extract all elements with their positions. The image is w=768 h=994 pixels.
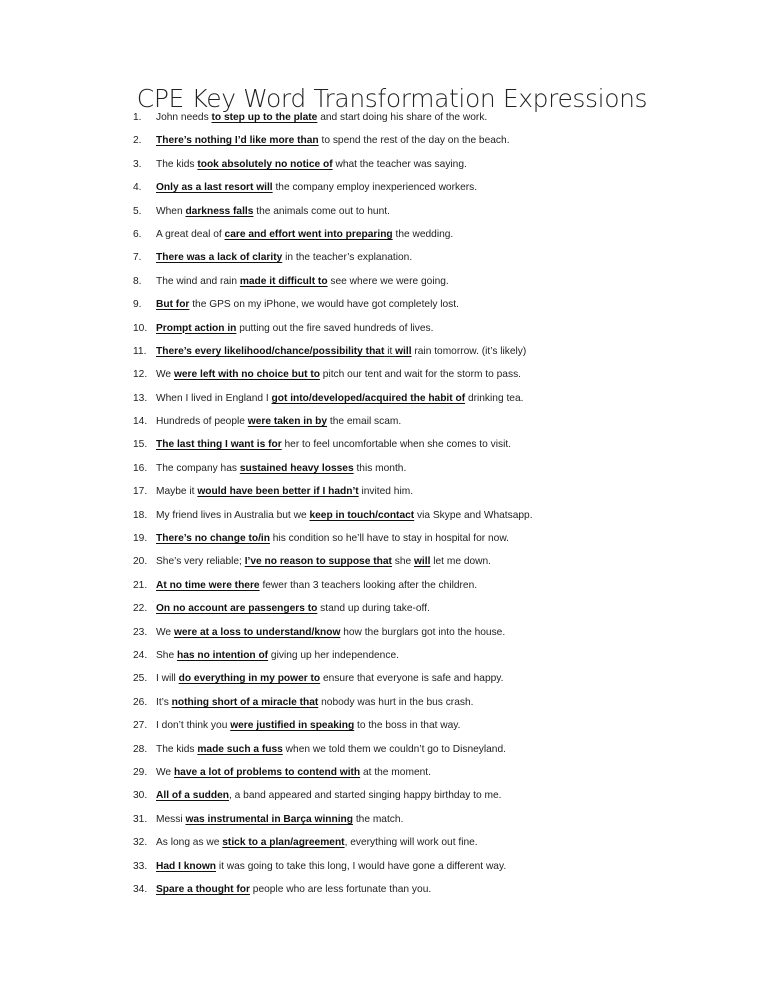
item-number: 17. — [133, 486, 148, 498]
key-phrase: was instrumental in Barça winning — [185, 813, 353, 825]
item-number: 11. — [133, 345, 147, 357]
item-sentence — [156, 812, 403, 828]
item-sentence — [156, 110, 487, 126]
sentence-fragment: people who are less fortunate than you. — [249, 883, 432, 895]
item-sentence — [156, 882, 431, 898]
item-sentence — [156, 835, 478, 851]
sentence-fragment: The kids — [156, 158, 198, 170]
key-phrase: took absolutely no notice of — [197, 158, 333, 170]
list-item — [0, 484, 768, 507]
item-sentence — [156, 391, 523, 407]
list-item — [0, 437, 768, 460]
key-phrase: There’s nothing I’d like more than — [156, 135, 319, 147]
sentence-fragment: I will — [156, 673, 179, 685]
sentence-fragment: her to feel uncomfortable when she comes to visit. — [281, 439, 511, 451]
item-number: 15. — [133, 439, 148, 451]
list-item — [0, 531, 768, 554]
sentence-fragment: As long as we — [156, 837, 223, 849]
item-number: 31. — [133, 813, 148, 825]
list-item — [0, 695, 768, 718]
item-sentence — [156, 671, 503, 687]
item-number: 29. — [133, 766, 148, 778]
item-number: 18. — [133, 509, 148, 521]
list-item — [0, 578, 768, 601]
list-item — [0, 625, 768, 648]
item-number: 27. — [133, 720, 148, 732]
sentence-fragment: , everything will work out fine. — [344, 837, 478, 849]
sentence-fragment: via Skype and Whatsapp. — [414, 509, 533, 521]
item-sentence — [156, 625, 505, 641]
sentence-fragment: John needs — [156, 112, 212, 123]
list-item — [0, 157, 768, 180]
sentence-fragment: to the boss in that way. — [354, 720, 461, 732]
list-item — [0, 718, 768, 741]
sentence-fragment: She’s very reliable; — [156, 556, 245, 568]
sentence-fragment: at the moment. — [360, 766, 431, 778]
sentence-fragment: A great deal of — [156, 228, 225, 240]
sentence-fragment: We — [156, 766, 174, 778]
key-phrase: to step up to the plate — [211, 112, 318, 123]
key-phrase: made it difficult to — [239, 275, 328, 287]
item-number: 24. — [133, 649, 148, 661]
sentence-fragment: what the teacher was saying. — [332, 158, 467, 170]
list-item — [0, 648, 768, 671]
sentence-fragment: My friend lives in Australia but we — [156, 509, 310, 521]
sentence-fragment: the wedding. — [392, 228, 454, 240]
list-item — [0, 414, 768, 437]
item-number: 16. — [133, 462, 148, 474]
item-number: 3. — [133, 158, 142, 170]
item-sentence — [156, 461, 406, 477]
item-number: 9. — [133, 299, 142, 311]
key-phrase: There’s no change to/in — [156, 533, 270, 545]
item-sentence — [156, 344, 526, 360]
item-sentence — [156, 414, 401, 430]
item-number: 34. — [133, 883, 148, 895]
item-number: 25. — [133, 673, 148, 685]
sentence-fragment: nobody was hurt in the bus crash. — [318, 696, 474, 708]
item-number: 10. — [133, 322, 148, 334]
sentence-fragment: this month. — [353, 462, 407, 474]
sentence-fragment: how the burglars got into the house. — [340, 626, 506, 638]
list-item — [0, 344, 768, 367]
list-item — [0, 227, 768, 250]
list-item — [0, 859, 768, 882]
item-number: 2. — [133, 135, 142, 147]
item-sentence — [156, 765, 431, 781]
page-title: CPE Key Word Transformation Expressions — [136, 84, 648, 113]
item-sentence — [156, 601, 430, 617]
sentence-fragment: she — [391, 556, 414, 568]
item-number: 12. — [133, 369, 148, 381]
sentence-fragment: When I lived in England I — [156, 392, 272, 404]
key-phrase: darkness falls — [185, 205, 254, 217]
sentence-fragment: When — [156, 205, 186, 217]
sentence-fragment: it was going to take this long, I would have gone a different way. — [216, 860, 507, 872]
item-sentence — [156, 695, 473, 711]
list-item — [0, 110, 768, 133]
item-sentence — [156, 367, 521, 383]
key-phrase: Had I known — [156, 860, 216, 872]
sentence-fragment: in the teacher’s explanation. — [282, 252, 413, 264]
key-phrase: Prompt action in — [156, 322, 237, 334]
list-item — [0, 601, 768, 624]
item-sentence — [156, 437, 511, 453]
sentence-fragment: when we told them we couldn’t go to Disneyland. — [282, 743, 506, 755]
list-item — [0, 321, 768, 344]
sentence-fragment: the email scam. — [327, 416, 402, 428]
list-item — [0, 297, 768, 320]
list-item — [0, 180, 768, 203]
key-phrase: has no intention of — [176, 649, 269, 661]
item-number: 20. — [133, 556, 148, 568]
key-phrase: were at a loss to understand/know — [173, 626, 341, 638]
key-phrase: keep in touch/contact — [309, 509, 415, 521]
item-number: 5. — [133, 205, 142, 217]
sentence-fragment: We — [156, 626, 174, 638]
list-item — [0, 812, 768, 835]
key-phrase: stick to a plan/agreement — [222, 837, 345, 849]
item-number: 32. — [133, 837, 148, 849]
key-phrase: There was a lack of clarity — [156, 252, 283, 264]
list-item — [0, 835, 768, 858]
sentence-fragment: , a band appeared and started singing happy birthday to me. — [229, 790, 502, 802]
sentence-fragment: the animals come out to hunt. — [253, 205, 390, 217]
sentence-fragment: the GPS on my iPhone, we would have got completely lost. — [189, 299, 459, 311]
sentence-fragment: She — [156, 649, 177, 661]
item-sentence — [156, 484, 413, 500]
list-item — [0, 882, 768, 905]
sentence-fragment: It’s — [156, 696, 172, 708]
item-sentence — [156, 742, 506, 758]
list-item — [0, 391, 768, 414]
sentence-fragment: I don’t think you — [156, 720, 231, 732]
sentence-fragment: Hundreds of people — [156, 416, 248, 428]
list-item — [0, 765, 768, 788]
item-sentence — [156, 578, 477, 594]
sentence-fragment: fewer than 3 teachers looking after the children. — [259, 579, 478, 591]
item-number: 30. — [133, 790, 148, 802]
list-item — [0, 461, 768, 484]
sentence-fragment: the match. — [353, 813, 404, 825]
item-number: 19. — [133, 533, 148, 545]
key-phrase: were justified in speaking — [230, 720, 355, 732]
item-sentence — [156, 157, 467, 173]
key-phrase: got into/developed/acquired the habit of — [271, 392, 466, 404]
item-number: 33. — [133, 860, 148, 872]
item-sentence — [156, 718, 460, 734]
sentence-fragment: his condition so he’ll have to stay in hospital for now. — [269, 533, 509, 545]
sentence-fragment: The wind and rain — [156, 275, 240, 287]
item-sentence — [156, 274, 449, 290]
sentence-fragment: to spend the rest of the day on the beach. — [318, 135, 510, 147]
key-phrase: On no account are passengers to — [156, 603, 318, 615]
item-number: 22. — [133, 603, 148, 615]
key-phrase: I’ve no reason to suppose that — [244, 556, 392, 568]
item-sentence — [156, 133, 510, 149]
sentence-fragment: stand up during take-off. — [317, 603, 430, 615]
key-phrase: will — [414, 556, 431, 568]
sentence-fragment: see where we were going. — [327, 275, 449, 287]
sentence-fragment: rain tomorrow. (it’s likely) — [411, 345, 527, 357]
key-phrase: have a lot of problems to contend with — [173, 766, 361, 778]
item-sentence — [156, 859, 506, 875]
item-sentence — [156, 648, 399, 664]
list-item — [0, 367, 768, 390]
list-item — [0, 250, 768, 273]
item-sentence — [156, 531, 509, 547]
sentence-fragment: We — [156, 369, 174, 381]
underlined-word: it — [384, 345, 396, 357]
sentence-fragment: ensure that everyone is safe and happy. — [320, 673, 504, 685]
list-item — [0, 508, 768, 531]
item-number: 26. — [133, 696, 148, 708]
sentence-fragment: The kids — [156, 743, 198, 755]
item-number: 23. — [133, 626, 148, 638]
list-item — [0, 671, 768, 694]
item-sentence — [156, 180, 477, 196]
expression-list — [0, 110, 768, 905]
key-phrase: will — [395, 345, 412, 357]
item-number: 4. — [133, 182, 142, 194]
item-number: 13. — [133, 392, 148, 404]
item-number: 28. — [133, 743, 148, 755]
sentence-fragment: Maybe it — [156, 486, 198, 498]
item-number: 6. — [133, 228, 142, 240]
item-number: 1. — [133, 112, 142, 123]
key-phrase: made such a fuss — [197, 743, 283, 755]
list-item — [0, 742, 768, 765]
item-number: 7. — [133, 252, 142, 264]
item-sentence — [156, 788, 501, 804]
key-phrase: would have been better if I hadn’t — [197, 486, 359, 498]
sentence-fragment: putting out the fire saved hundreds of lives. — [236, 322, 434, 334]
item-sentence — [156, 297, 459, 313]
sentence-fragment: Messi — [156, 813, 186, 825]
item-number: 21. — [133, 579, 148, 591]
key-phrase: All of a sudden — [156, 790, 230, 802]
item-number: 8. — [133, 275, 142, 287]
key-phrase: care and effort went into preparing — [224, 228, 393, 240]
key-phrase: The last thing I want is for — [156, 439, 282, 451]
key-phrase: were taken in by — [247, 416, 328, 428]
key-phrase: There’s every likelihood/chance/possibility that — [156, 345, 385, 357]
item-sentence — [156, 250, 412, 266]
sentence-fragment: The company has — [156, 462, 240, 474]
sentence-fragment: invited him. — [358, 486, 414, 498]
item-sentence — [156, 204, 390, 220]
item-sentence — [156, 227, 453, 243]
list-item — [0, 133, 768, 156]
sentence-fragment: drinking tea. — [465, 392, 524, 404]
key-phrase: were left with no choice but to — [173, 369, 320, 381]
key-phrase: But for — [156, 299, 190, 311]
item-sentence — [156, 508, 533, 524]
sentence-fragment: the company employ inexperienced workers. — [272, 182, 478, 194]
list-item — [0, 554, 768, 577]
sentence-fragment: pitch our tent and wait for the storm to pass. — [319, 369, 521, 381]
sentence-fragment: and start doing his share of the work. — [317, 112, 488, 123]
list-item — [0, 274, 768, 297]
key-phrase: do everything in my power to — [178, 673, 321, 685]
list-item — [0, 204, 768, 227]
key-phrase: nothing short of a miracle that — [171, 696, 319, 708]
sentence-fragment: giving up her independence. — [268, 649, 399, 661]
key-phrase: Spare a thought for — [156, 883, 250, 895]
key-phrase: sustained heavy losses — [239, 462, 354, 474]
list-item — [0, 788, 768, 811]
item-sentence — [156, 321, 433, 337]
key-phrase: At no time were there — [156, 579, 260, 591]
sentence-fragment: let me down. — [430, 556, 492, 568]
key-phrase: Only as a last resort will — [156, 182, 273, 194]
item-number: 14. — [133, 416, 148, 428]
item-sentence — [156, 554, 491, 570]
